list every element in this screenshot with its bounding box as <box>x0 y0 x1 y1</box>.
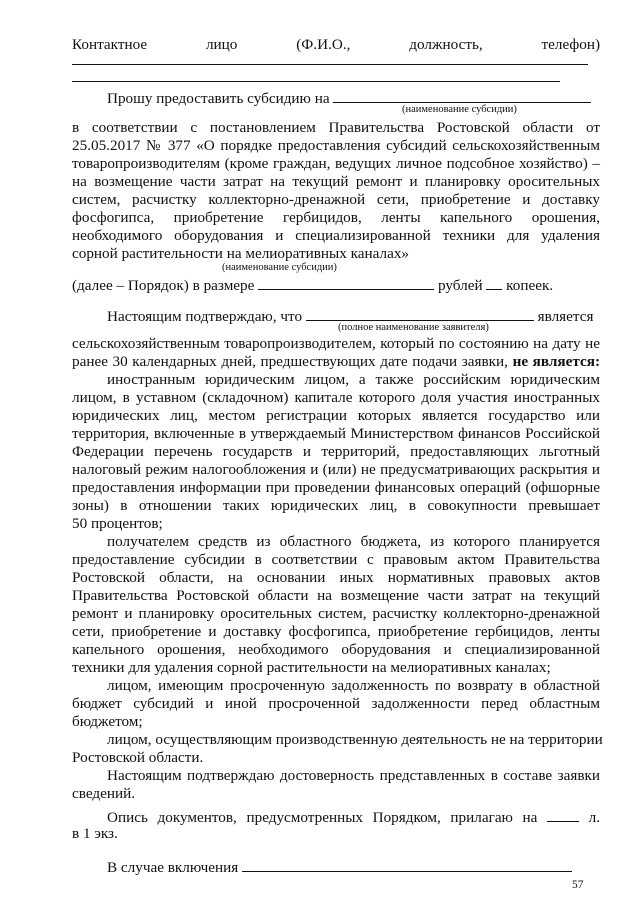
inventory-suffix: л. <box>588 809 601 826</box>
item1-line-9: 50 процентов; <box>72 515 163 532</box>
amount-kop-label: копеек. <box>506 277 554 294</box>
contact-word-3: (Ф.И.О., <box>296 36 351 53</box>
contact-word-1: Контактное <box>72 36 148 53</box>
confirm-line-3 <box>72 353 600 371</box>
item1-line-1: иностранным юридическим лицом, а также российским юридическим <box>107 371 600 388</box>
item2-line-6: сети, приобретение и доставку фосфогипса, приобретение гербицидов, ленты <box>72 623 600 640</box>
contact-fill-line-2[interactable] <box>72 81 560 82</box>
resolution-hint: (наименование субсидии) <box>222 262 337 273</box>
resolution-line-2: 25.05.2017 № 377 «О порядке предоставления субсидий сельскохозяйственным <box>72 137 600 154</box>
item4-line-1: лицом, осуществляющим производственную деятельность не на территории <box>107 731 603 748</box>
confirm-prefix: Настоящим подтверждаю, что <box>107 308 303 325</box>
reliability-line-2: сведений. <box>72 785 136 802</box>
request-line <box>72 88 600 108</box>
item2-line-8: техники для удаления сорной растительности на мелиоративных каналах; <box>72 659 551 676</box>
item2-line-3: Ростовской области, на основании иных нормативных правовых актов <box>72 569 600 586</box>
amount-rub-label: рублей <box>437 277 483 294</box>
item2-line-4: Правительства Ростовской области на возмещение части затрат на текущий <box>72 587 600 604</box>
reliability-line-1: Настоящим подтверждаю достоверность представленных в составе заявки <box>107 767 600 784</box>
item1-line-8: зоны) в отношении таких юридических лиц, в совокупности превышает <box>72 497 600 514</box>
resolution-line-5: систем, расчистку коллекторно-дренажной сети, приобретение и доставку <box>72 191 600 208</box>
inventory-line <box>72 807 600 827</box>
subsidy-name-field[interactable] <box>333 88 591 103</box>
item1-line-6: налоговый режим налогообложения и (или) не предусматривающих раскрытия и <box>72 461 600 478</box>
confirm-line-2: сельскохозяйственным товаропроизводителем, который по состоянию на дату не <box>72 335 600 352</box>
item1-line-5: Федерации перечень государств и территорий, предоставляющих льготный <box>72 443 600 460</box>
item2-line-1: получателем средств из областного бюджета, из которого планируется <box>107 533 600 550</box>
subsidy-name-hint: (наименование субсидии) <box>402 104 517 115</box>
contact-word-4: должность, <box>409 36 483 53</box>
item2-line-7: капельного орошения, необходимого оборудования и специализированной <box>72 641 600 658</box>
amount-kop-field[interactable] <box>486 275 502 290</box>
inventory-prefix: Опись документов, предусмотренных Порядком, прилагаю на <box>107 809 538 826</box>
confirm-line <box>72 306 600 326</box>
confirm-line-3-bold: не является: <box>512 353 600 370</box>
item3-line-2: бюджет субсидий и иной просроченной задолженности перед областным <box>72 695 600 712</box>
resolution-line-7: необходимого оборудования и специализированной техники для удаления <box>72 227 600 244</box>
item4-line-2: Ростовской области. <box>72 749 204 766</box>
confirm-line-3-text: ранее 30 календарных дней, предшествующих дате подачи заявки, <box>72 353 508 370</box>
contact-fill-line-1[interactable] <box>72 64 588 65</box>
inclusion-field[interactable] <box>242 857 572 872</box>
inclusion-line <box>72 857 600 877</box>
item3-line-1: лицом, имеющим просроченную задолженность по возврату в областной <box>107 677 600 694</box>
page-number: 57 <box>572 879 584 891</box>
confirm-suffix: является <box>537 308 594 325</box>
item1-line-2: лицом, в уставном (складочном) капитале которого доля участия иностранных <box>72 389 600 406</box>
item2-line-5: ремонт и планировку оросительных систем, расчистку коллекторно-дренажной <box>72 605 600 622</box>
request-prefix: Прошу предоставить субсидию на <box>107 90 330 107</box>
inclusion-prefix: В случае включения <box>107 859 239 876</box>
contact-word-2: лицо <box>205 36 238 53</box>
contact-line <box>72 36 600 54</box>
item3-line-3: бюджетом; <box>72 713 143 730</box>
inventory-line-2: в 1 экз. <box>72 825 118 842</box>
item1-line-3: юридических лиц, местом регистрации которых является государство или <box>72 407 600 424</box>
resolution-line-6: фосфогипса, приобретение гербицидов, ленты капельного орошения, <box>72 209 600 226</box>
amount-prefix: (далее – Порядок) в размере <box>72 277 255 294</box>
resolution-line-1: в соответствии с постановлением Правительства Ростовской области от <box>72 119 600 136</box>
contact-word-5: телефон) <box>541 36 601 53</box>
item1-line-7: предоставления информации при проведении финансовых операций (офшорные <box>72 479 600 496</box>
item2-line-2: предоставление субсидии в соответствии с правовым актом Правительства <box>72 551 600 568</box>
resolution-line-8: сорной растительности на мелиоративных каналах» <box>72 245 410 262</box>
inventory-sheets-field[interactable] <box>547 807 579 822</box>
applicant-name-field[interactable] <box>306 306 534 321</box>
resolution-line-4: на возмещение части затрат на текущий ремонт и планировку оросительных <box>72 173 600 190</box>
applicant-hint: (полное наименование заявителя) <box>338 322 489 333</box>
amount-line <box>72 275 600 295</box>
resolution-line-3: товаропроизводителям (кроме граждан, ведущих личное подсобное хозяйство) – <box>72 155 600 172</box>
item1-line-4: территория, включенные в утверждаемый Министерством финансов Российской <box>72 425 600 442</box>
amount-rub-field[interactable] <box>258 275 434 290</box>
